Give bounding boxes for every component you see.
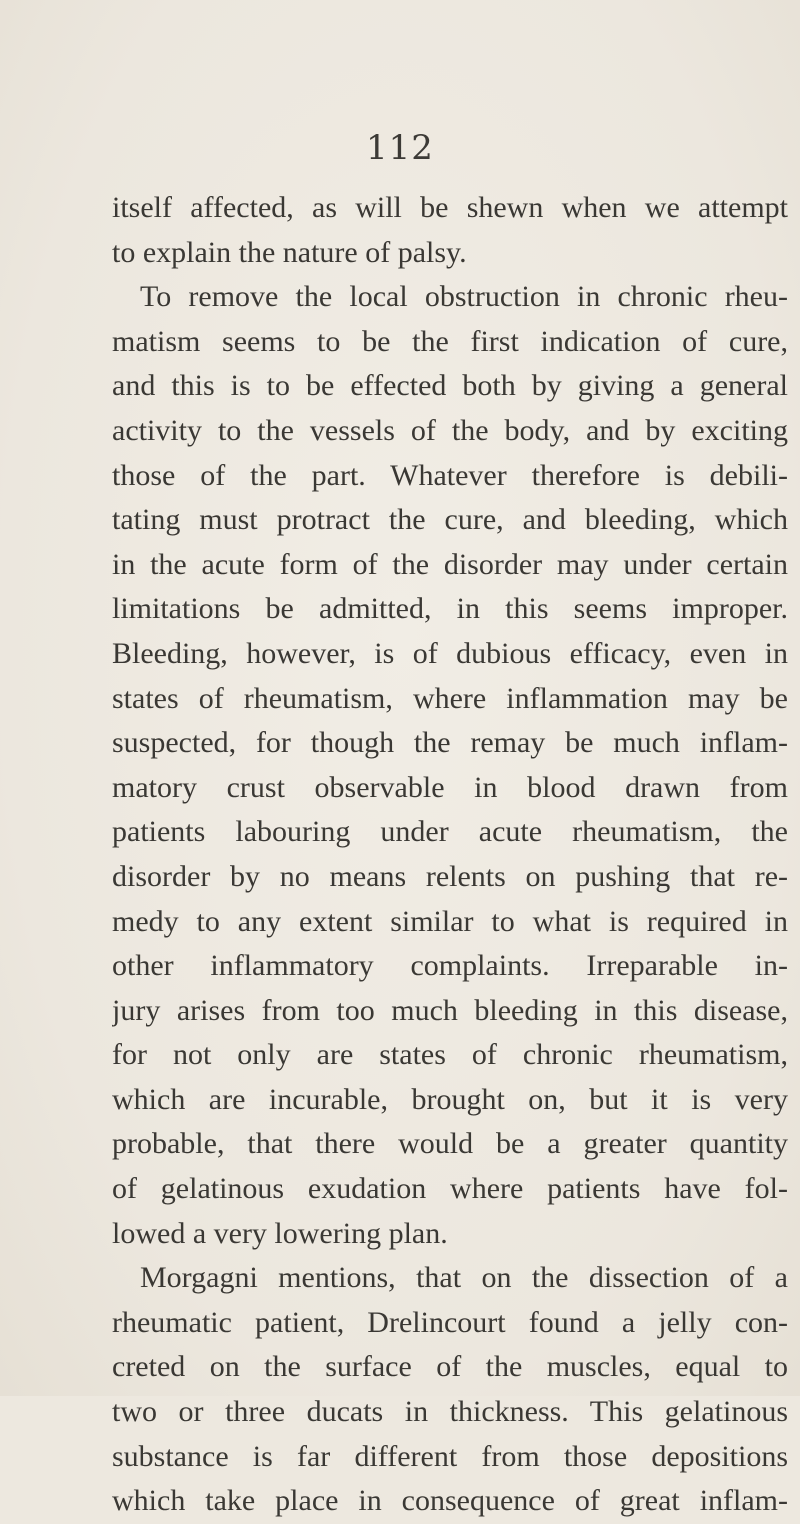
text-line: rheumatic patient, Drelincourt found a jelly con- xyxy=(112,1305,788,1339)
text-line: tating must protract the cure, and bleeding, which xyxy=(112,503,788,537)
body-text xyxy=(112,186,788,1524)
text-line: two or three ducats in thickness. This gelatinous xyxy=(112,1395,788,1429)
text-line: for not only are states of chronic rheumatism, xyxy=(112,1038,788,1072)
text-line: those of the part. Whatever therefore is debili- xyxy=(112,458,788,492)
text-line: matory crust observable in blood drawn from xyxy=(112,770,788,804)
text-line: medy to any extent similar to what is required in xyxy=(112,904,788,938)
text-line: disorder by no means relents on pushing that re- xyxy=(112,859,788,893)
text-line: Bleeding, however, is of dubious efficacy, even in xyxy=(112,636,788,670)
text-line: matism seems to be the first indication of cure, xyxy=(112,324,788,358)
text-line: states of rheumatism, where inflammation may be xyxy=(112,681,788,715)
text-line: other inflammatory complaints. Irreparable in- xyxy=(112,949,788,983)
text-line: To remove the local obstruction in chronic rheu- xyxy=(140,280,788,314)
text-line: and this is to be effected both by giving a general xyxy=(112,369,788,403)
text-line: of gelatinous exudation where patients have fol- xyxy=(112,1172,788,1206)
text-line: substance is far different from those depositions xyxy=(112,1439,788,1473)
text-line: suspected, for though the remay be much inflam- xyxy=(112,726,788,760)
text-line: creted on the surface of the muscles, equal to xyxy=(112,1350,788,1384)
text-line: patients labouring under acute rheumatism, the xyxy=(112,815,788,849)
text-line: to explain the nature of palsy. xyxy=(112,235,467,269)
text-line: limitations be admitted, in this seems improper. xyxy=(112,592,788,626)
text-line: probable, that there would be a greater quantity xyxy=(112,1127,788,1161)
text-line: jury arises from too much bleeding in this disease, xyxy=(112,993,788,1027)
text-line: activity to the vessels of the body, and by exciting xyxy=(112,413,788,447)
text-line: lowed a very lowering plan. xyxy=(112,1216,448,1250)
page-number: 112 xyxy=(366,128,434,168)
text-line: in the acute form of the disorder may under certain xyxy=(112,547,788,581)
text-line: which are incurable, brought on, but it is very xyxy=(112,1082,788,1116)
text-line: which take place in consequence of great inflam- xyxy=(112,1484,788,1518)
text-line: Morgagni mentions, that on the dissection of a xyxy=(140,1261,788,1295)
text-line: itself affected, as will be shewn when we attempt xyxy=(112,191,788,224)
